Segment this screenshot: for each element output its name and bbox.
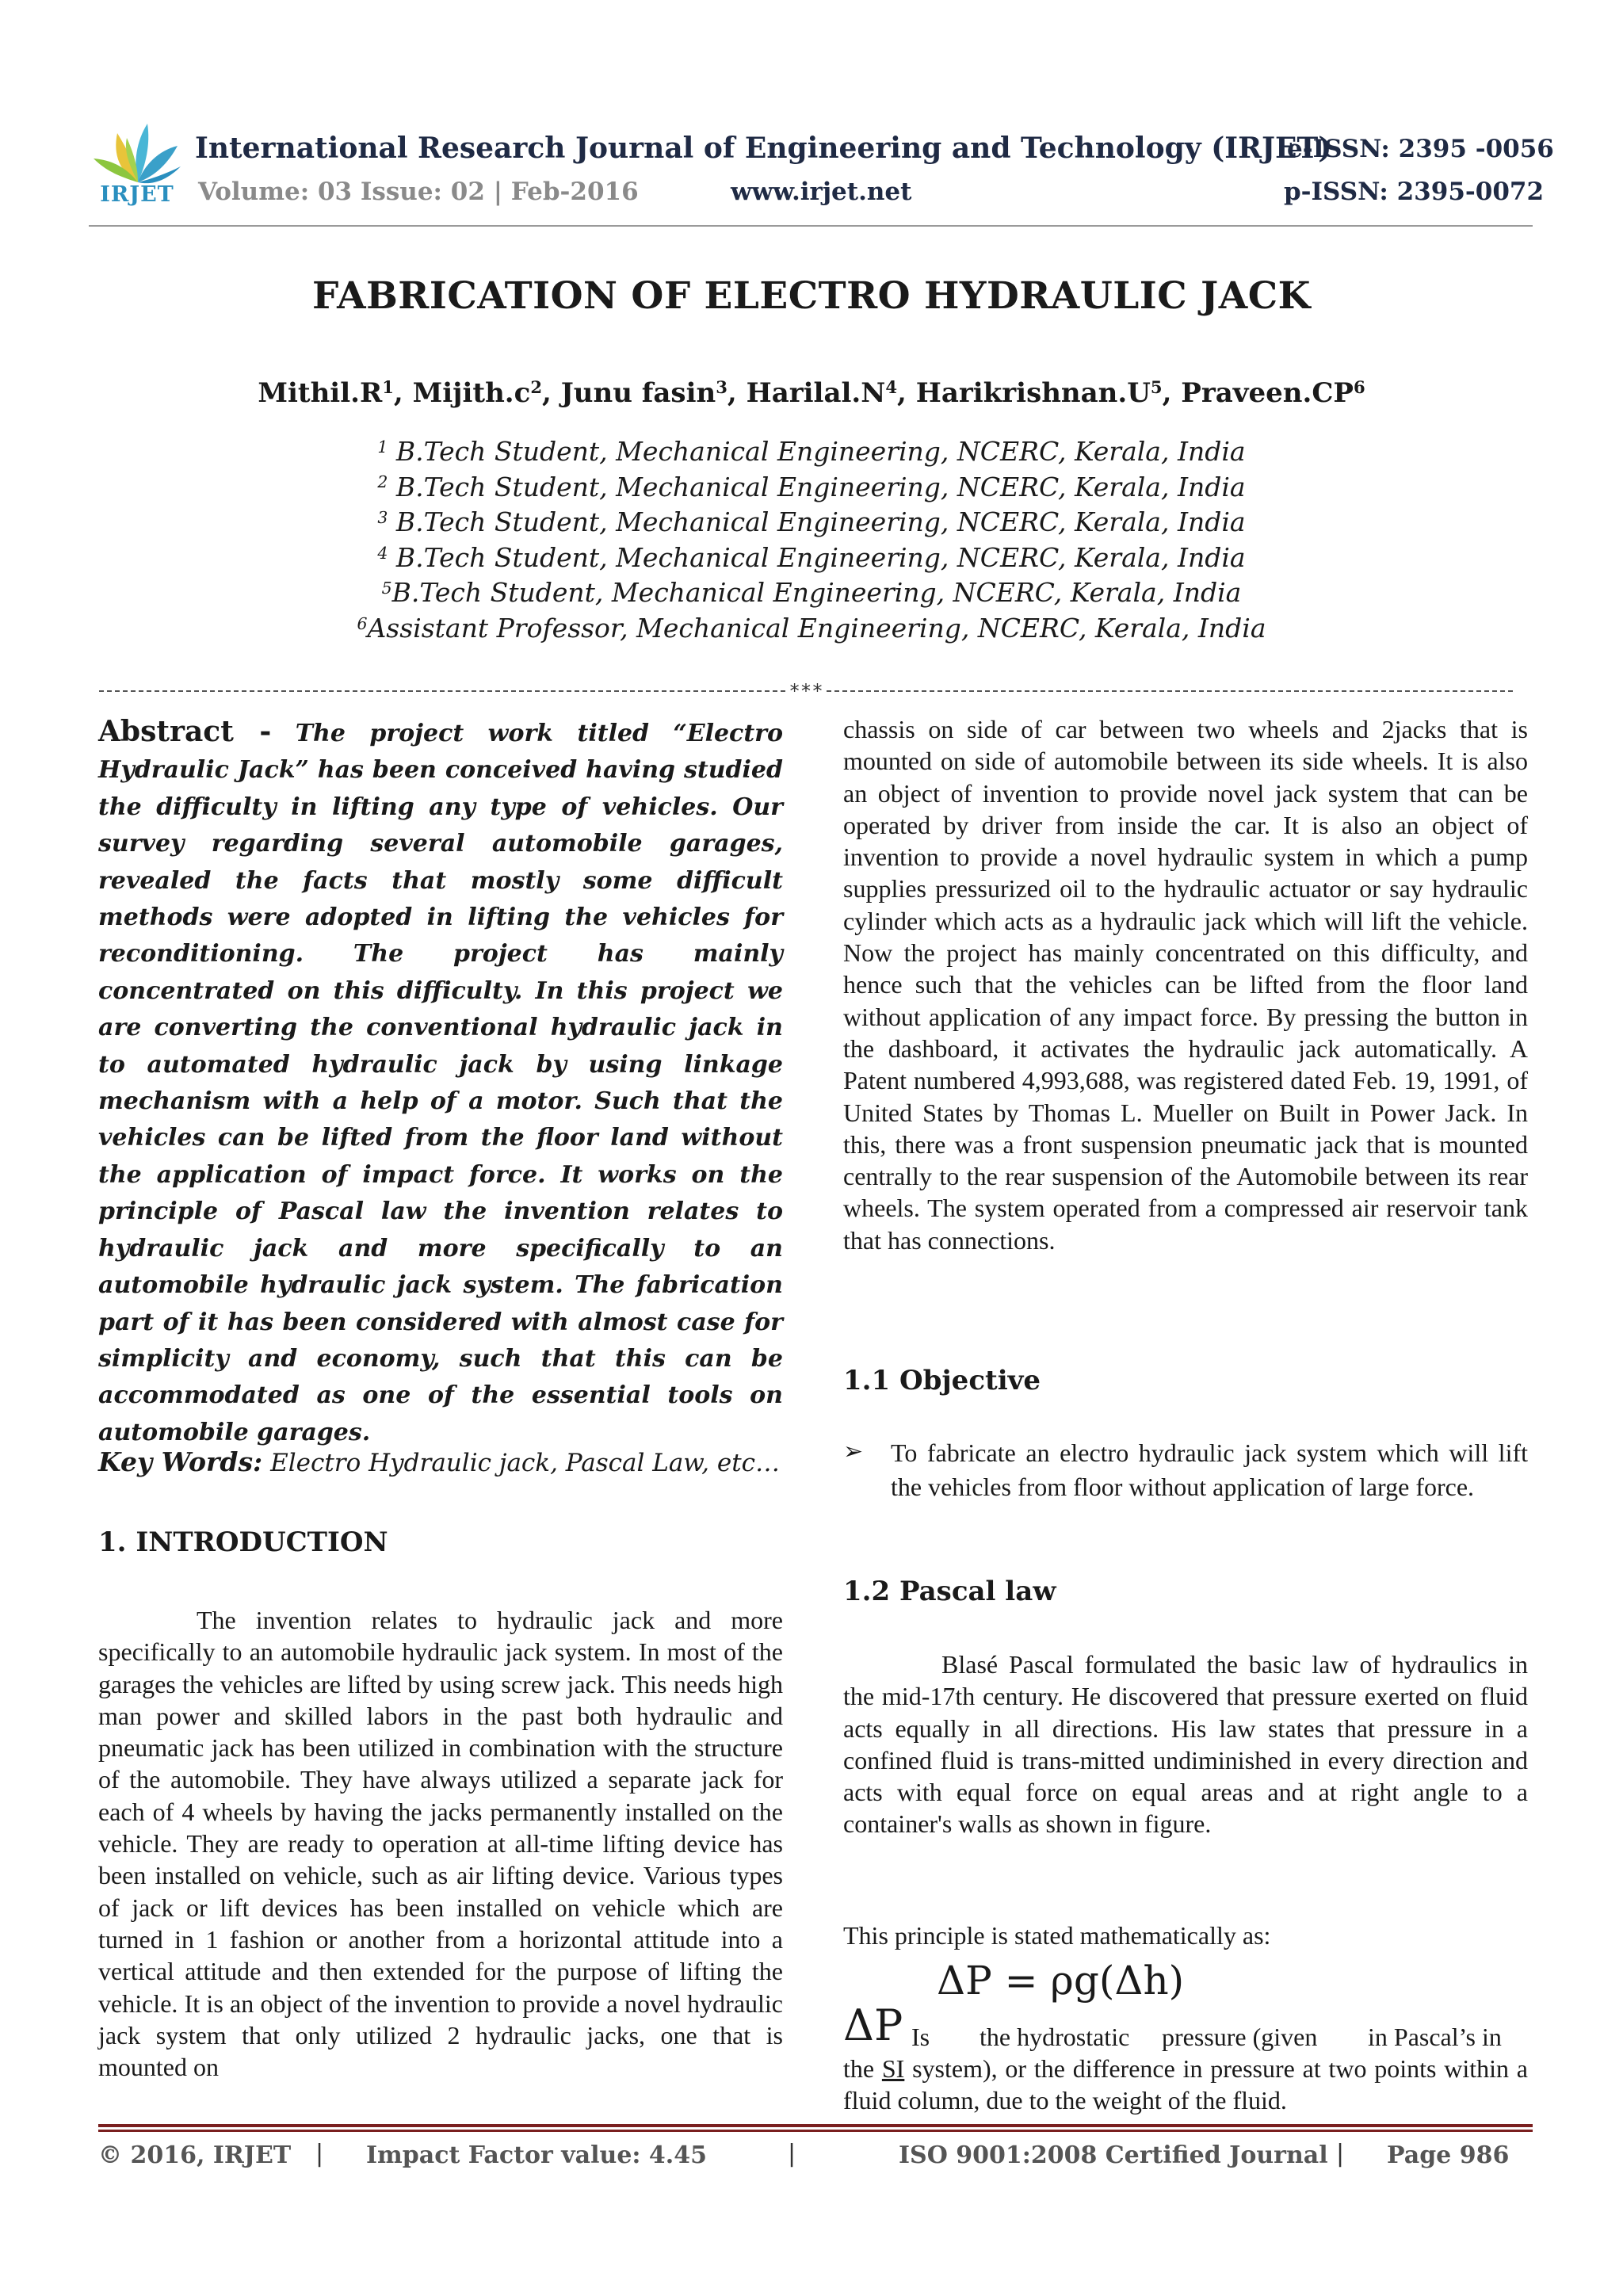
keywords — [98, 1444, 783, 1481]
irjet-logo — [89, 117, 187, 214]
paper-title: FABRICATION OF ELECTRO HYDRAULIC JACK — [312, 274, 1311, 318]
affiliation-text: B.Tech Student, Mechanical Engineering, NCERC, Kerala, India — [388, 471, 1246, 502]
affiliation-text: Assistant Professor, Mechanical Engineering, NCERC, Kerala, India — [367, 612, 1266, 644]
hydrostatic-text — [843, 2053, 1528, 2117]
affiliation — [0, 434, 1623, 470]
principle-text: This principle is stated mathematically as: — [843, 1921, 1271, 1950]
author-sup: 3 — [716, 377, 727, 398]
author-name: Mithil.R — [258, 377, 383, 409]
footer-separator: | — [1336, 2140, 1345, 2168]
affiliation-sup: 2 — [377, 472, 388, 492]
author-sup: 4 — [885, 377, 898, 398]
affiliation — [0, 505, 1623, 541]
divider-dash — [99, 690, 785, 692]
footer-impact-factor: Impact Factor value: 4.45 — [366, 2141, 707, 2169]
abstract-label: Abstract - — [98, 715, 272, 748]
hydro-word: Is — [911, 2023, 930, 2051]
author-name: Harilal.N — [746, 377, 886, 409]
volume-issue: Volume: 03 Issue: 02 | Feb-2016 — [198, 178, 639, 206]
affiliation-text: B.Tech Student, Mechanical Engineering, NCERC, Kerala, India — [388, 436, 1246, 467]
hydrostatic-line — [911, 2021, 1528, 2053]
footer-iso: ISO 9001:2008 Certified Journal — [899, 2141, 1328, 2169]
footer-rule — [98, 2124, 1533, 2132]
keywords-text: Electro Hydraulic jack, Pascal Law, etc… — [270, 1449, 781, 1477]
affiliation-sup: 1 — [377, 437, 388, 457]
abstract — [98, 713, 783, 1451]
footer-separator: | — [315, 2140, 324, 2168]
affiliation-text: B.Tech Student, Mechanical Engineering, NCERC, Kerala, India — [388, 541, 1246, 573]
divider-stars: *** — [789, 680, 823, 702]
hydro-post: system), or the difference in pressure at two points within a fluid column, due to the weight of the fluid. — [843, 2054, 1529, 2115]
author-sup: 2 — [530, 377, 542, 398]
divider-dash — [827, 690, 1513, 692]
keywords-label: Key Words: — [98, 1446, 263, 1477]
pissn: p-ISSN: 2395-0072 — [1284, 178, 1545, 206]
objective-text: To fabricate an electro hydraulic jack system which will lift the vehicles from floor without application of large force. — [891, 1438, 1528, 1501]
affiliation — [0, 470, 1623, 506]
affiliation-list — [0, 434, 1623, 647]
author-list: $Mithil.R^1$, $Mijith.c^2$, Junu fasin$^3$, $Harilal.N^4$, $Harikrishnan.U^5$, $Praveen.CP^6$ — [258, 377, 1365, 409]
affiliation-sup: 3 — [377, 507, 388, 527]
hydro-word: the hydrostatic — [980, 2023, 1130, 2051]
hydro-word: pressure (given — [1162, 2023, 1318, 2051]
affiliation — [0, 541, 1623, 576]
logo-text: IRJET — [100, 182, 174, 207]
affiliation — [0, 611, 1623, 647]
delta-p-symbol: ΔP — [843, 2000, 903, 2050]
affiliation-sup: 6 — [357, 613, 368, 633]
affiliation — [0, 575, 1623, 611]
affiliation-sup: 5 — [381, 579, 392, 598]
author-name: Harikrishnan.U — [915, 377, 1151, 409]
hydro-pre: the — [843, 2054, 882, 2083]
pressure-equation: ΔP = ρg(Δh) — [937, 1958, 1185, 2004]
footer-copyright: © 2016, IRJET — [98, 2141, 292, 2169]
affiliation-text: B.Tech Student, Mechanical Engineering, NCERC, Kerala, India — [391, 577, 1242, 609]
eissn: e-ISSN: 2395 -0056 — [1287, 135, 1554, 163]
objective-heading: 1.1 Objective — [843, 1365, 1041, 1396]
continuation-text: chassis on side of car between two wheels and 2jacks that is mounted on side of automobile between its side wheels. It is also an object of invention to provide novel jack system that can be operated by driver from inside the car. It is also an object of invention to provide a novel hydraulic system in which a pump supplies pressurized oil to the hydraulic actuator or say hydraulic cylinder which acts as a hydraulic jack which will lift the vehicle. Now the project has mainly concentrated on this difficulty, and hence such that the vehicles can be lifted from the floor land without application of any impact force. By pressing the button in the dashboard, it activates the hydraulic jack automatically. A Patent numbered 4,993,688, was registered dated Feb. 19, 1991, of United States by Thomas L. Mueller on Built in Power Jack. In this, there was a front suspension pneumatic jack that is mounted centrally to the rear suspension of the Automobile between its rear wheels. The system operated from a compressed air reservoir tank that has connections. — [843, 715, 1528, 1255]
author-name: Praveen.CP — [1181, 377, 1354, 409]
author-sup: 5 — [1150, 377, 1163, 398]
journal-website[interactable]: www.irjet.net — [731, 178, 912, 206]
journal-title: International Research Journal of Engineering and Technology (IRJET) — [195, 132, 1332, 165]
author-name: Junu fasin — [560, 377, 716, 409]
pascal-text: Blasé Pascal formulated the basic law of hydraulics in the mid-17th century. He discovered that pressure exerted on fluid acts equally in all directions. His law states that pressure in a confined fluid is trans-mitted undiminished in every direction and acts with equal force on equal areas and at right angle to a container's walls as shown in figure. — [843, 1650, 1528, 1839]
affiliation-sup: 4 — [377, 543, 388, 563]
pascal-heading: 1.2 Pascal law — [843, 1576, 1056, 1607]
author-name: Mijith.c — [412, 377, 531, 409]
arrow-bullet-icon: ➢ — [843, 1438, 864, 1465]
section-divider — [97, 680, 1515, 704]
author-sup: 1 — [382, 377, 394, 398]
abstract-text: The project work titled “Electro Hydraulic Jack” has been conceived having studied the difficulty in lifting any type of vehicles. Our survey regarding several automobile garages, revealed the facts that mostly some difficult methods were adopted in lifting the vehicles for reconditioning. The project has mainly concentrated on this difficulty. In this project we are converting the conventional hydraulic jack in to automated hydraulic jack by using linkage mechanism with a help of a motor. Such that the vehicles can be lifted from the floor land without the application of impact force. It works on the principle of Pascal law the invention relates to hydraulic jack and more specifically to an automobile hydraulic jack system. The fabrication part of it has been considered with almost case for simplicity and economy, such that this can be accommodated as one of the essential tools on automobile garages. — [98, 720, 783, 1446]
header-rule — [89, 225, 1533, 227]
introduction-heading: 1. INTRODUCTION — [98, 1526, 388, 1558]
hydro-word: in Pascal’s in — [1368, 2023, 1502, 2051]
footer-page-number: Page 986 — [1387, 2141, 1510, 2169]
si-link[interactable]: SI — [881, 2054, 905, 2083]
author-sup: 6 — [1353, 377, 1365, 398]
affiliation-text: B.Tech Student, Mechanical Engineering, NCERC, Kerala, India — [388, 506, 1246, 538]
footer-separator: | — [788, 2140, 796, 2168]
introduction-text: The invention relates to hydraulic jack and more specifically to an automobile hydraulic jack system. In most of the garages the vehicles are lifted by using screw jack. This needs high man power and skilled labors in the past both hydraulic and pneumatic jack has been utilized in combination with the structure of the automobile. They have always utilized a separate jack for each of 4 wheels by having the jacks permanently installed on the vehicle. They are ready to operation at all-time lifting device has been installed on vehicle, such as air lifting device. Various types of jack or lift devices has been installed on vehicle which are turned in 1 fashion or another from a horizontal attitude into a vertical attitude and then extended for the purpose of lifting the vehicle. It is an object of the invention to provide a novel hydraulic jack system that only utilized 2 hydraulic jacks, one that is mounted on — [98, 1606, 783, 2082]
